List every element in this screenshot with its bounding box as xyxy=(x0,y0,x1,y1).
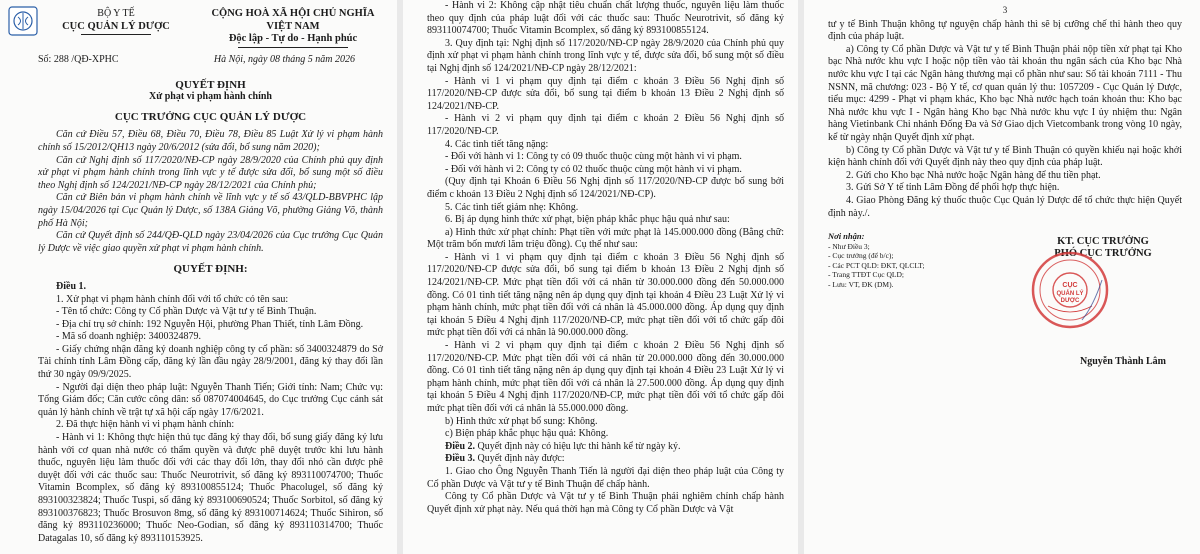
svg-text:CỤC: CỤC xyxy=(1062,282,1078,289)
paragraph: - Hành vi 1: Không thực hiện thủ tục đăng ký thay đổi, bổ sung giấy đăng ký lưu hành với cơ quan nhà nước có thẩm quyền và được phê duyệt trước khi lưu hành thuốc, nguyên liệu làm thuốc đối với các thay đổi lớn, thay đổi nhỏ cần được phê duyệt đối với các thuốc sau: Thuốc Neurotrivit, số đăng ký 893110074700; Thuốc Vitamin Bcomplex, số đăng ký 893100855124; Thuốc Phacolugel, số đăng ký 893100323824; Thuốc Tuspi, số đăng ký 893100690524; Thuốc Sorbitol, số đăng ký 893100376823; Thuốc Brosuvon 8mg, số đăng ký 893100714624; Thuốc Sihiron, số đăng ký 893110236000; Thuốc Neo-Godian, số đăng ký 893110314700; Thuốc Datagalas 10, số đăng ký 893110153925. xyxy=(38,432,383,544)
paragraph: a) Hình thức xử phạt chính: Phạt tiền với mức phạt là 145.000.000 đồng (Bằng chữ: Một trăm bốn mươi lăm triệu đồng). Cụ thể như sau: xyxy=(427,226,784,251)
document-subtitle: Xử phạt vi phạm hành chính xyxy=(149,91,272,103)
paragraph: - Tên tổ chức: Công ty Cổ phần Dược và Vật tư y tế Bình Thuận. xyxy=(56,306,317,318)
national-motto-block xyxy=(203,8,383,52)
svg-text:QUẢN LÝ: QUẢN LÝ xyxy=(1056,291,1084,297)
paragraph: 3. Quy định tại: Nghị định số 117/2020/NĐ-CP ngày 28/9/2020 của Chính phủ quy định xử phạt vi phạm hành chính trong lĩnh vực y tế, được sửa đổi, bổ sung một số điều tại Nghị định số 124/2021/NĐ-CP ngày 28/12/2021: xyxy=(427,37,784,74)
document-date: Hà Nội, ngày 08 tháng 5 năm 2026 xyxy=(213,54,355,65)
document-meta xyxy=(38,54,383,67)
country-name: CỘNG HOÀ XÃ HỘI CHỦ NGHĨA VIỆT NAM xyxy=(211,8,375,32)
article-3-text: Quyết định này được: xyxy=(477,453,565,465)
paragraph: 3. Gửi Sở Y tế tỉnh Lâm Đồng để phối hợp thực hiện. xyxy=(846,182,1060,194)
legal-basis: Căn cứ Điều 57, Điều 68, Điều 70, Điều 78, Điều 85 Luật Xử lý vi phạm hành chính số 15/2012/QH13 ngày 20/6/2012 (sửa đổi, bổ sung năm 2020); xyxy=(38,129,383,153)
paragraph: a) Công ty Cổ phần Dược và Vật tư y tế Bình Thuận phải nộp tiền xử phạt tại Kho bạc Nhà nước khu vực I hoặc nộp tiền vào tài khoản thu ngân sách của Kho bạc Nhà nước khu vực I tại các Ngân hàng thương mại cổ phần như sau: Số tài khoản 7111 - Thu NSNN, mã chương: 023 - Bộ Y tế, cơ quan quản lý thu: 1057209 - Cục Quản lý Dược, tiểu mục: 4299 - Phạt vi phạm khác, Kho bạc Nhà nước hạch toán khoản thu: Kho bạc Nhà nước khu vực I - Ngân hàng Kho bạc Nhà nước khu vực I ủy nhiệm thu: Ngân hàng Vietinbank Chi nhánh Đống Đa và Sở Giao dịch Vietcombank trong vòng 10 ngày, kể từ ngày nhận Quyết định xử phạt. xyxy=(828,43,1182,143)
document-number: Số: 288 /QĐ-XPHC xyxy=(38,54,119,65)
ministry-name: BỘ Y TẾ xyxy=(97,8,135,19)
paragraph: 2. Gửi cho Kho bạc Nhà nước hoặc Ngân hàng để thu tiền phạt. xyxy=(846,169,1101,181)
decision-heading: QUYẾT ĐỊNH: xyxy=(173,263,248,276)
svg-text:DƯỢC: DƯỢC xyxy=(1060,298,1080,304)
recipient-item: - Như Điều 3; xyxy=(828,241,870,251)
paragraph: 4. Các tình tiết tăng nặng: xyxy=(445,138,549,150)
paragraph: b) Công ty Cổ phần Dược và Vật tư y tế Bình Thuận có quyền khiếu nại hoặc khởi kiện hành chính đối với Quyết định này theo quy định của pháp luật. xyxy=(828,144,1182,169)
recipients-block xyxy=(828,232,958,290)
recipient-item: - Trang TTĐT Cục QLD; xyxy=(828,270,904,280)
paragraph: tư y tế Bình Thuận không tự nguyện chấp hành thì sẽ bị cưỡng chế thi hành theo quy định của pháp luật. xyxy=(828,18,1182,43)
legal-basis: Căn cứ Quyết định số 244/QĐ-QLD ngày 23/04/2026 của Cục trưởng Cục Quản lý Dược về việc giao quyền xử phạt vi phạm hành chính. xyxy=(38,230,383,254)
paragraph: 1. Giao cho Ông Nguyễn Thanh Tiến là người đại diện theo pháp luật của Công ty Cổ phần Dược và Vật tư y tế Bình Thuận để chấp hành. xyxy=(427,465,784,490)
article-1-label: Điều 1. xyxy=(56,280,86,292)
paragraph: - Hành vi 2 vi phạm quy định tại điểm c khoản 2 Điều 56 Nghị định số 117/2020/NĐ-CP. Mức phạt tiền đối với cá nhân từ 20.000.000 đồng đến 30.000.000 đồng. Có 01 tình tiết tăng nặng nên áp dụng quy định tại khoản 4 Điều 23 Luật Xử lý vi phạm hành chính, mức phạt tiền đối với cá nhân là 27.500.000 đồng. Áp dụng quy định tại khoản 5 Điều 4 Nghị định 117/2020/NĐ-CP, mức phạt tiền đối với tổ chức gấp đôi mức phạt tiền đối với cá nhân là 55.000.000 đồng. xyxy=(427,340,784,414)
page-number: 3 xyxy=(1002,5,1008,15)
paragraph: - Đối với hành vi 2: Công ty có 02 thuốc thuộc cùng một hành vi vi phạm. xyxy=(445,163,742,175)
recipient-item: - Lưu: VT, ĐK (DM). xyxy=(828,279,894,289)
paragraph: Công ty Cổ phần Dược và Vật tư y tế Bình Thuận phải nghiêm chỉnh chấp hành Quyết định xử phạt này. Nếu quá thời hạn mà Công ty Cổ phần Dược và Vật xyxy=(427,491,784,515)
article-2 xyxy=(427,441,784,454)
paragraph: - Hành vi 1 vi phạm quy định tại điểm c khoản 3 Điều 56 Nghị định số 117/2020/NĐ-CP được sửa đổi, bổ sung tại điểm b khoản 13 Điều 2 Nghị định số 124/2021/NĐ-CP. xyxy=(427,75,784,112)
article-3 xyxy=(427,453,784,466)
paragraph: - Mã số doanh nghiệp: 3400324879. xyxy=(56,331,201,343)
paragraph: - Hành vi 2: Không cập nhật tiêu chuẩn chất lượng thuốc, nguyên liệu làm thuốc theo quy định của pháp luật đối với các thuốc sau: Thuốc Neurotrivit, số đăng ký 893110074700; Thuốc Vitamin Bcomplex, số đăng ký 893100855124. xyxy=(427,0,784,37)
paragraph: 6. Bị áp dụng hình thức xử phạt, biện pháp khắc phục hậu quả như sau: xyxy=(445,214,730,226)
signer-title-2: PHÓ CỤC TRƯỞNG xyxy=(1054,248,1152,259)
signature-area xyxy=(828,232,1183,382)
issuer-block xyxy=(38,8,188,52)
signer-title-1: KT. CỤC TRƯỞNG xyxy=(1057,236,1149,247)
divider xyxy=(238,47,348,48)
official-stamp-icon xyxy=(1030,250,1110,330)
divider xyxy=(81,34,151,35)
paragraph: (Quy định tại Khoản 6 Điều 56 Nghị định số 117/2020/NĐ-CP được bổ sung bởi điểm c khoản 13 Điều 2 Nghị định số 124/2021/NĐ-CP). xyxy=(427,176,784,200)
paragraph: - Giấy chứng nhận đăng ký doanh nghiệp công ty cổ phần: số 3400324879 do Sở Tài chính tỉnh Lâm Đồng cấp, đăng ký lần đầu ngày 28/9/2001, đăng ký thay đổi lần thứ 30 ngày 09/9/2025. xyxy=(38,343,383,381)
agency-name: CỤC QUẢN LÝ DƯỢC xyxy=(62,20,170,32)
paragraph: - Hành vi 1 vi phạm quy định tại điểm c khoản 3 Điều 56 Nghị định số 117/2020/NĐ-CP được sửa đổi, bổ sung tại điểm b khoản 13 Điều 2 Nghị định số 124/2021/NĐ-CP. Mức phạt tiền đối với cá nhân từ 30.000.000 đồng đến 50.000.000 đồng. Có 01 tình tiết tăng nặng nên áp dụng quy định tại khoản 4 Điều 23 Luật Xử lý vi phạm hành chính, mức phạt tiền đối với cá nhân là 45.000.000 đồng. Áp dụng quy định tại khoản 5 Điều 4 Nghị định 117/2020/NĐ-CP, mức phạt tiền đối với tổ chức gấp đôi mức phạt tiền đối với cá nhân là 90.000.000 đồng. xyxy=(427,251,784,339)
article-2-text: Quyết định này có hiệu lực thi hành kể từ ngày ký. xyxy=(477,440,681,452)
issuing-authority: CỤC TRƯỞNG CỤC QUẢN LÝ DƯỢC xyxy=(114,110,307,123)
signer-name: Nguyễn Thành Lâm xyxy=(1080,356,1166,367)
document-title: QUYẾT ĐỊNH xyxy=(175,78,246,91)
motto: Độc lập - Tự do - Hạnh phúc xyxy=(228,33,358,45)
paragraph: 5. Các tình tiết giảm nhẹ: Không. xyxy=(445,201,579,213)
paragraph: 1. Xử phạt vi phạm hành chính đối với tổ chức có tên sau: xyxy=(56,293,289,305)
paragraph: c) Biện pháp khắc phục hậu quả: Không. xyxy=(445,428,609,440)
paragraph: 4. Giao Phòng Đăng ký thuốc thuộc Cục Quản lý Dược để tổ chức thực hiện Quyết định này./. xyxy=(828,194,1182,219)
paragraph: - Hành vi 2 vi phạm quy định tại điểm c khoản 2 Điều 56 Nghị định số 117/2020/NĐ-CP. xyxy=(427,113,784,137)
paragraph: b) Hình thức xử phạt bổ sung: Không. xyxy=(445,415,598,427)
page-3 xyxy=(804,0,1200,554)
page-2 xyxy=(403,0,798,554)
page-1 xyxy=(0,0,397,554)
recipient-item: - Các PCT QLD: ĐKT, QLCLT; xyxy=(828,260,925,270)
paragraph: 2. Đã thực hiện hành vi vi phạm hành chính: xyxy=(56,419,235,431)
article-3-label: Điều 3. xyxy=(445,453,475,465)
recipients-title: Nơi nhận: xyxy=(828,231,865,241)
paragraph: - Địa chỉ trụ sở chính: 192 Nguyễn Hội, phường Phan Thiết, tỉnh Lâm Đồng. xyxy=(56,318,364,330)
article-2-label: Điều 2. xyxy=(445,440,475,452)
recipient-item: - Cục trưởng (để b/c); xyxy=(828,251,894,261)
legal-basis: Căn cứ Nghị định số 117/2020/NĐ-CP ngày 28/9/2020 của Chính phủ quy định xử phạt vi phạm hành chính trong lĩnh vực y tế được sửa đổi, bổ sung một số điều theo Nghị định số 124/2021/NĐ-CP ngày 28/12/2021 của Chính phủ; xyxy=(38,154,383,191)
legal-basis: Căn cứ Biên bản vi phạm hành chính về lĩnh vực y tế số 43/QLD-BBVPHC lập ngày 15/04/2026 tại Cục Quản lý Dược, số 138A Giảng Võ, phường Giảng Võ, thành phố Hà Nội; xyxy=(38,192,383,229)
ministry-seal-icon xyxy=(8,6,38,36)
paragraph: - Đối với hành vi 1: Công ty có 09 thuốc thuộc cùng một hành vi vi phạm. xyxy=(445,151,742,163)
paragraph: - Người đại diện theo pháp luật: Nguyễn Thanh Tiến; Giới tính: Nam; Chức vụ: Tổng Giám đốc; Căn cước công dân: số 087074004645, do Cục trưởng Cục cảnh sát quản lý hành chính về trật tự xã hội cấp ngày 17/6/2021. xyxy=(38,381,383,418)
document-header xyxy=(38,8,383,52)
